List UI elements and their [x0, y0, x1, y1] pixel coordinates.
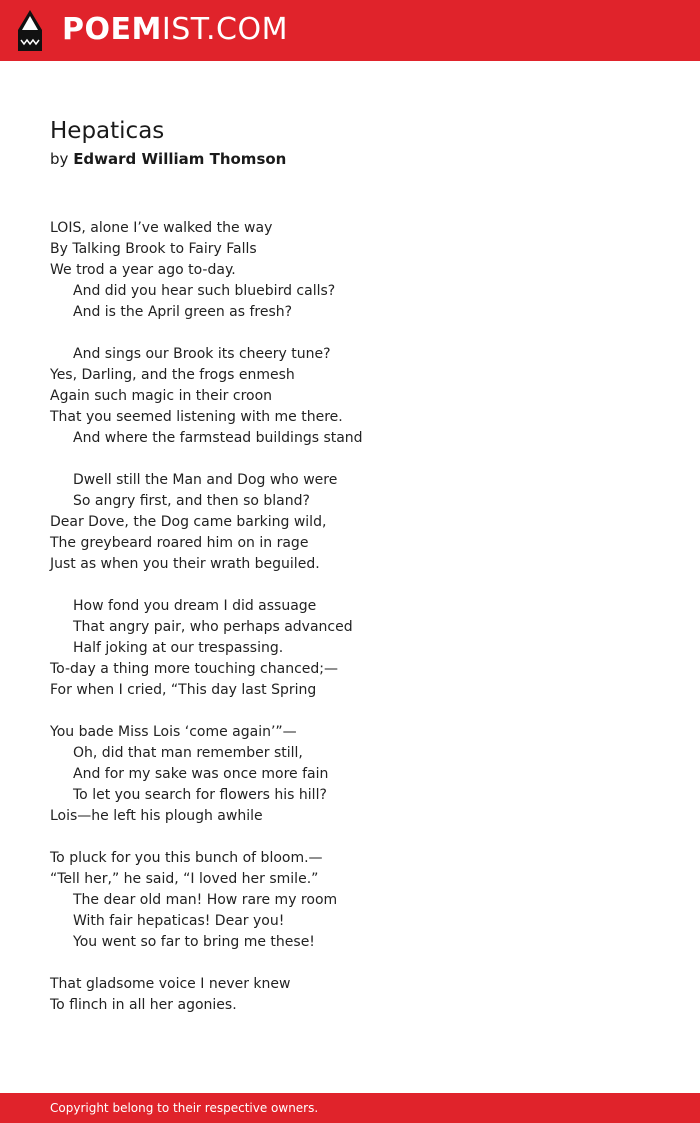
poem-stanza	[50, 218, 363, 323]
poem-line: Lois—he left his plough awhile	[50, 808, 263, 824]
poem-line: With fair hepaticas! Dear you!	[73, 913, 285, 929]
poem-line: Again such magic in their croon	[50, 388, 273, 404]
poem-stanza	[50, 470, 363, 575]
poem-line: That angry pair, who perhaps advanced	[73, 619, 353, 635]
poem-line: Half joking at our trespassing.	[73, 640, 284, 656]
poem-stanza	[50, 974, 363, 1016]
poem-line: To-day a thing more touching chanced;—	[50, 661, 338, 677]
poem-line: To flinch in all her agonies.	[50, 997, 237, 1013]
poem-stanza	[50, 722, 363, 827]
logo-text-bold: POEM	[62, 12, 162, 47]
copyright-text: Copyright belong to their respective owners.	[50, 1101, 319, 1115]
poem-line: The dear old man! How rare my room	[73, 892, 338, 908]
poem-stanza	[50, 596, 363, 701]
poem-body	[50, 218, 363, 1037]
poem-line: That you seemed listening with me there.	[50, 409, 343, 425]
poem-line: Yes, Darling, and the frogs enmesh	[50, 367, 295, 383]
poem-line: The greybeard roared him on in rage	[50, 535, 309, 551]
poem-line: So angry first, and then so bland?	[73, 493, 310, 509]
site-footer	[0, 1093, 700, 1123]
poem-line: We trod a year ago to-day.	[50, 262, 236, 278]
poem-line: To let you search for flowers his hill?	[73, 787, 327, 803]
site-logo[interactable]	[62, 12, 288, 48]
poem-line: That gladsome voice I never knew	[50, 976, 291, 992]
poem-line: You bade Miss Lois ‘come again’”—	[50, 724, 297, 740]
poem-stanza	[50, 344, 363, 449]
poem-line: Dear Dove, the Dog came barking wild,	[50, 514, 327, 530]
poem-line: Oh, did that man remember still,	[73, 745, 303, 761]
author-name[interactable]: Edward William Thomson	[73, 150, 287, 168]
logo-text-light: IST.COM	[161, 12, 288, 47]
by-label: by	[50, 150, 69, 168]
poem-stanza	[50, 848, 363, 953]
poem-line: LOIS, alone I’ve walked the way	[50, 220, 273, 236]
poem-line: How fond you dream I did assuage	[73, 598, 317, 614]
poem-line: By Talking Brook to Fairy Falls	[50, 241, 257, 257]
poem-line: For when I cried, “This day last Spring	[50, 682, 317, 698]
pencil-tip-icon[interactable]	[18, 10, 42, 51]
site-header	[0, 0, 700, 61]
poem-line: To pluck for you this bunch of bloom.—	[50, 850, 323, 866]
poem-title: Hepaticas	[50, 118, 165, 144]
poem-line: You went so far to bring me these!	[73, 934, 315, 950]
poem-line: Dwell still the Man and Dog who were	[73, 472, 338, 488]
poem-line: And where the farmstead buildings stand	[73, 430, 363, 446]
poem-line: “Tell her,” he said, “I loved her smile.”	[50, 871, 319, 887]
poem-line: And for my sake was once more fain	[73, 766, 329, 782]
poem-line: And did you hear such bluebird calls?	[73, 283, 336, 299]
poem-line: And sings our Brook its cheery tune?	[73, 346, 331, 362]
byline	[50, 148, 286, 170]
poem-line: Just as when you their wrath beguiled.	[50, 556, 320, 572]
poem-line: And is the April green as fresh?	[73, 304, 293, 320]
